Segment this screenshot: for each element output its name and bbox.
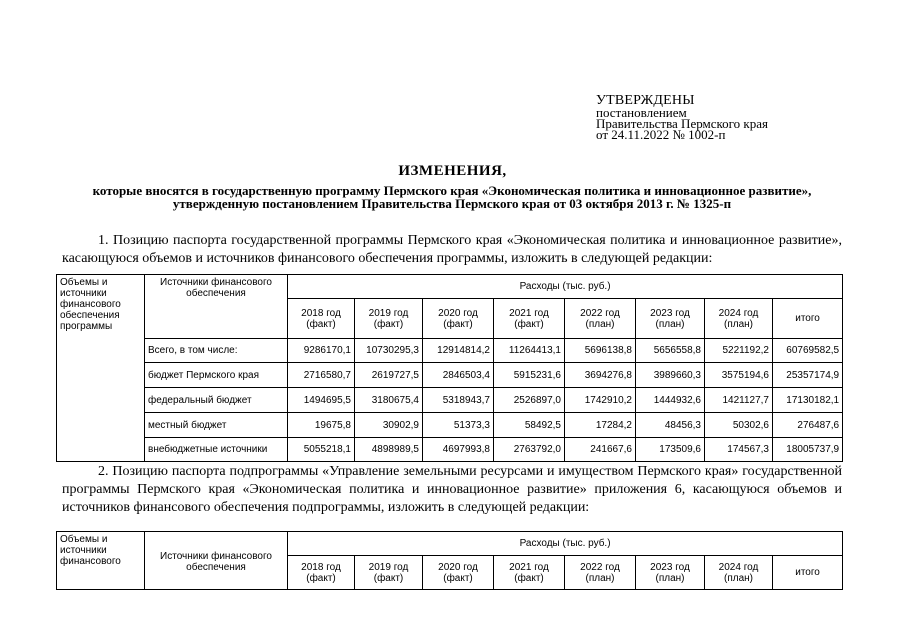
table-cell: 276487,6 — [773, 413, 843, 438]
table-2-col-header: 2021 год (факт) — [494, 556, 565, 590]
financing-table-1 — [56, 274, 843, 462]
table-2-col-header: 2023 год (план) — [636, 556, 705, 590]
table-1-col-header: 2020 год (факт) — [423, 299, 494, 339]
table-cell: 58492,5 — [494, 413, 565, 438]
table-2-col-header: 2019 год (факт) — [355, 556, 423, 590]
table-cell: 3694276,8 — [565, 363, 636, 388]
table-cell: 3575194,6 — [705, 363, 773, 388]
table-cell: 4697993,8 — [423, 438, 494, 462]
paragraph-1-text: 1. Позицию паспорта государственной программы Пермского края «Экономическая политика и инновационное развитие», касающуюся объемов и источников финансового обеспечения программы, изложить в следующей редакции: — [62, 233, 842, 266]
table-cell: 5656558,8 — [636, 339, 705, 363]
table-cell: 19675,8 — [288, 413, 355, 438]
table-cell: 18005737,9 — [773, 438, 843, 462]
approval-block — [596, 94, 768, 140]
approval-date: от 24.11.2022 № 1002-п — [596, 127, 726, 142]
table-1-expenses-header: Расходы (тыс. руб.) — [288, 275, 843, 299]
table-cell: 17130182,1 — [773, 388, 843, 413]
table-cell: 50302,6 — [705, 413, 773, 438]
table-cell: 2526897,0 — [494, 388, 565, 413]
document-subtitle: которые вносятся в государственную программу Пермского края «Экономическая политика и инновационное развитие», утвержденную постановлением Правительства Пермского края от 03 октября 2013 г. № 1325-п — [92, 183, 812, 211]
table-cell: 3989660,3 — [636, 363, 705, 388]
table-1-col-header: 2024 год (план) — [705, 299, 773, 339]
table-row-source: внебюджетные источники — [145, 438, 288, 462]
table-cell: 2619727,5 — [355, 363, 423, 388]
paragraph-1 — [62, 232, 842, 268]
paragraph-2-text: 2. Позицию паспорта подпрограммы «Управление земельными ресурсами и имуществом Пермского края» государственной программы Пермского края «Экономическая политика и инновационное развитие» приложения 6, касающуюся объемов и источников финансового обеспечения подпрограммы, изложить в следующей редакции: — [62, 464, 842, 515]
table-2-col-header: 2018 год (факт) — [288, 556, 355, 590]
table-cell: 3180675,4 — [355, 388, 423, 413]
table-cell: 2846503,4 — [423, 363, 494, 388]
table-cell: 10730295,3 — [355, 339, 423, 363]
table-cell: 48456,3 — [636, 413, 705, 438]
table-cell: 5055218,1 — [288, 438, 355, 462]
table-cell: 5318943,7 — [423, 388, 494, 413]
table-1-col-header: 2019 год (факт) — [355, 299, 423, 339]
table-row — [57, 388, 843, 413]
table-row-source: бюджет Пермского края — [145, 363, 288, 388]
table-row-source: местный бюджет — [145, 413, 288, 438]
table-1-col-header: 2021 год (факт) — [494, 299, 565, 339]
table-cell: 5915231,6 — [494, 363, 565, 388]
table-cell: 5696138,8 — [565, 339, 636, 363]
table-row-source: федеральный бюджет — [145, 388, 288, 413]
table-1-label: Объемы и источники финансового обеспечения программы — [57, 275, 145, 462]
table-2-col-header: 2020 год (факт) — [423, 556, 494, 590]
table-cell: 1742910,2 — [565, 388, 636, 413]
table-cell: 241667,6 — [565, 438, 636, 462]
table-cell: 11264413,1 — [494, 339, 565, 363]
table-2-source-header: Источники финансового обеспечения — [145, 532, 288, 590]
table-cell: 2716580,7 — [288, 363, 355, 388]
table-2-expenses-header: Расходы (тыс. руб.) — [288, 532, 843, 556]
table-row-source: Всего, в том числе: — [145, 339, 288, 363]
table-cell: 51373,3 — [423, 413, 494, 438]
table-1-col-header: 2018 год (факт) — [288, 299, 355, 339]
document-title: ИЗМЕНЕНИЯ, — [398, 163, 507, 179]
approval-line: постановлением — [596, 105, 687, 120]
table-row — [57, 413, 843, 438]
table-cell: 173509,6 — [636, 438, 705, 462]
approval-line: Правительства Пермского края — [596, 116, 768, 131]
table-1-col-header: итого — [773, 299, 843, 339]
table-cell: 2763792,0 — [494, 438, 565, 462]
table-cell: 1494695,5 — [288, 388, 355, 413]
table-1-col-header: 2022 год (план) — [565, 299, 636, 339]
table-row — [57, 438, 843, 462]
table-cell: 4898989,5 — [355, 438, 423, 462]
table-cell: 25357174,9 — [773, 363, 843, 388]
table-cell: 5221192,2 — [705, 339, 773, 363]
table-2-label: Объемы и источники финансового — [57, 532, 145, 590]
table-2-col-header: итого — [773, 556, 843, 590]
paragraph-2 — [62, 463, 842, 517]
table-cell: 12914814,2 — [423, 339, 494, 363]
table-cell: 1444932,6 — [636, 388, 705, 413]
approval-heading: УТВЕРЖДЕНЫ — [596, 93, 695, 108]
table-cell: 30902,9 — [355, 413, 423, 438]
table-row — [57, 363, 843, 388]
table-cell: 17284,2 — [565, 413, 636, 438]
table-cell: 174567,3 — [705, 438, 773, 462]
table-cell: 1421127,7 — [705, 388, 773, 413]
table-1-source-header: Источники финансового обеспечения — [145, 275, 288, 339]
table-cell: 60769582,5 — [773, 339, 843, 363]
table-row — [57, 339, 843, 363]
financing-table-2 — [56, 531, 843, 590]
table-1-col-header: 2023 год (план) — [636, 299, 705, 339]
table-2-col-header: 2024 год (план) — [705, 556, 773, 590]
table-2-col-header: 2022 год (план) — [565, 556, 636, 590]
table-cell: 9286170,1 — [288, 339, 355, 363]
